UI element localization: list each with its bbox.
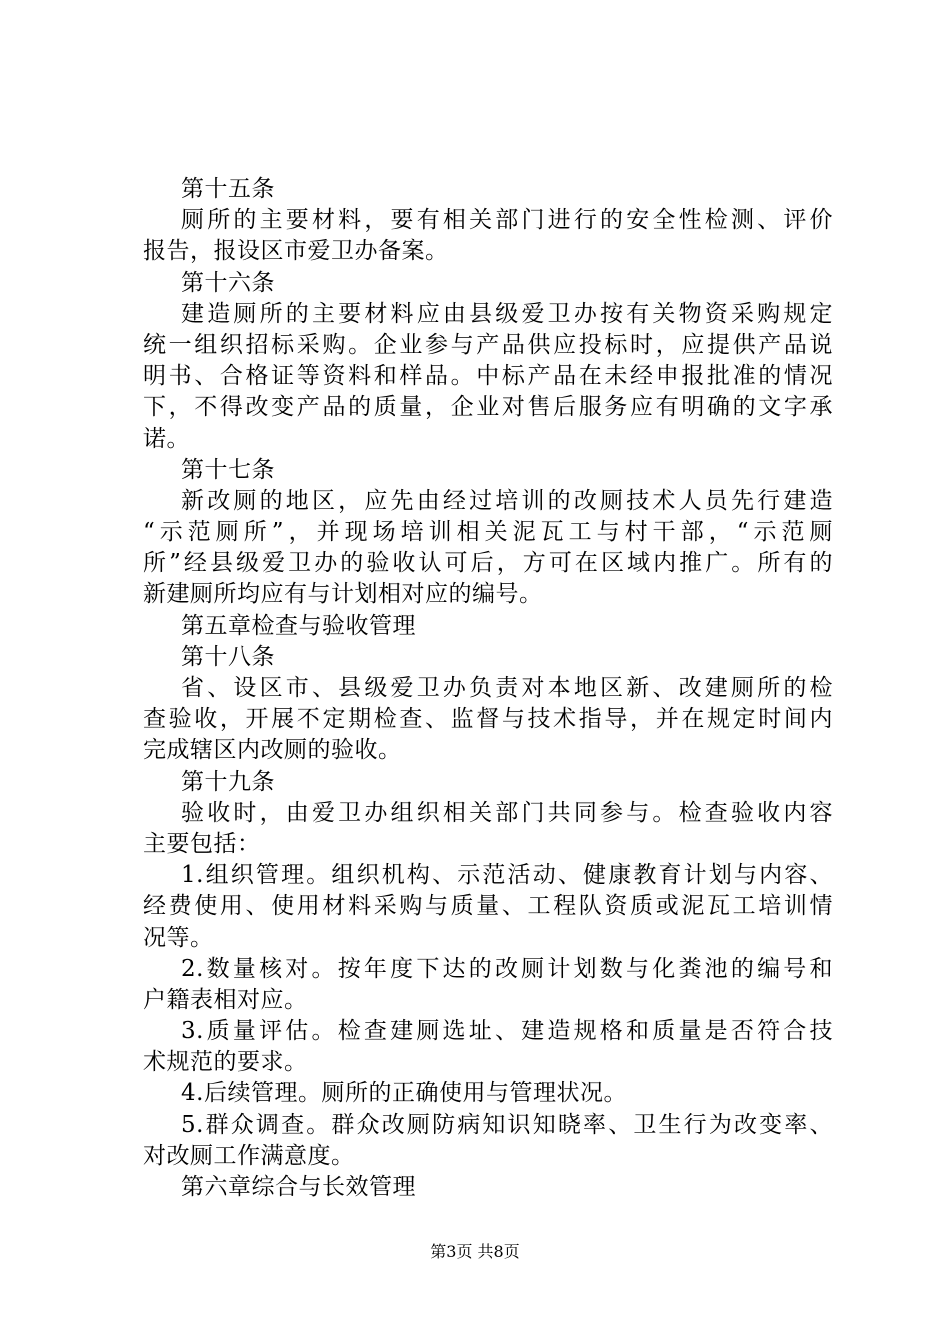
text-line: 户籍表相对应。 bbox=[143, 986, 308, 1013]
text-line: 经费使用、使用材料采购与质量、工程队资质或泥瓦工培训情 bbox=[143, 893, 833, 920]
text-line: 术规范的要求。 bbox=[143, 1049, 308, 1076]
text-line: 第十九条 bbox=[181, 768, 275, 795]
text-line: 对改厕工作满意度。 bbox=[143, 1142, 355, 1169]
text-line: 统一组织招标采购。企业参与产品供应投标时，应提供产品说 bbox=[143, 331, 833, 358]
page-number-footer: 第3页 共8页 bbox=[430, 1242, 520, 1261]
text-line: 所”经县级爱卫办的验收认可后，方可在区域内推广。所有的 bbox=[143, 550, 833, 577]
text-line: 第六章综合与长效管理 bbox=[181, 1174, 416, 1200]
text-line: 4.后续管理。厕所的正确使用与管理状况。 bbox=[181, 1080, 627, 1107]
document-body bbox=[143, 174, 833, 1203]
text-line: 报告，报设区市爱卫办备案。 bbox=[143, 238, 449, 265]
text-line: 验收时，由爱卫办组织相关部门共同参与。检查验收内容 bbox=[181, 799, 833, 826]
text-line: 厕所的主要材料，要有相关部门进行的安全性检测、评价 bbox=[181, 207, 833, 234]
text-line: 新建厕所均应有与计划相对应的编号。 bbox=[143, 581, 543, 608]
text-line: 1.组织管理。组织机构、示范活动、健康教育计划与内容、 bbox=[181, 862, 833, 889]
text-line: “示范厕所”，并现场培训相关泥瓦工与村干部，“示范厕 bbox=[143, 519, 833, 546]
text-line: 第十六条 bbox=[181, 269, 275, 296]
text-line: 第十七条 bbox=[181, 456, 275, 483]
text-line: 第五章检查与验收管理 bbox=[181, 612, 416, 639]
text-line: 况等。 bbox=[143, 924, 214, 951]
text-line: 2.数量核对。按年度下达的改厕计划数与化粪池的编号和 bbox=[181, 955, 833, 982]
text-line: 查验收，开展不定期检查、监督与技术指导，并在规定时间内 bbox=[143, 706, 833, 733]
text-line: 诺。 bbox=[143, 425, 190, 452]
text-line: 第十五条 bbox=[181, 176, 275, 202]
text-line: 新改厕的地区，应先由经过培训的改厕技术人员先行建造 bbox=[181, 487, 833, 514]
text-line: 5.群众调查。群众改厕防病知识知晓率、卫生行为改变率、 bbox=[181, 1111, 833, 1138]
text-line: 第十八条 bbox=[181, 643, 275, 670]
text-line: 省、设区市、县级爱卫办负责对本地区新、改建厕所的检 bbox=[181, 675, 833, 701]
text-line: 建造厕所的主要材料应由县级爱卫办按有关物资采购规定 bbox=[181, 300, 833, 327]
text-line: 明书、合格证等资料和样品。中标产品在未经申报批准的情况 bbox=[143, 363, 833, 390]
text-line: 完成辖区内改厕的验收。 bbox=[143, 737, 402, 764]
text-line: 主要包括： bbox=[143, 830, 261, 857]
text-line: 下，不得改变产品的质量，企业对售后服务应有明确的文字承 bbox=[143, 394, 833, 421]
text-line: 3.质量评估。检查建厕选址、建造规格和质量是否符合技 bbox=[181, 1018, 833, 1045]
